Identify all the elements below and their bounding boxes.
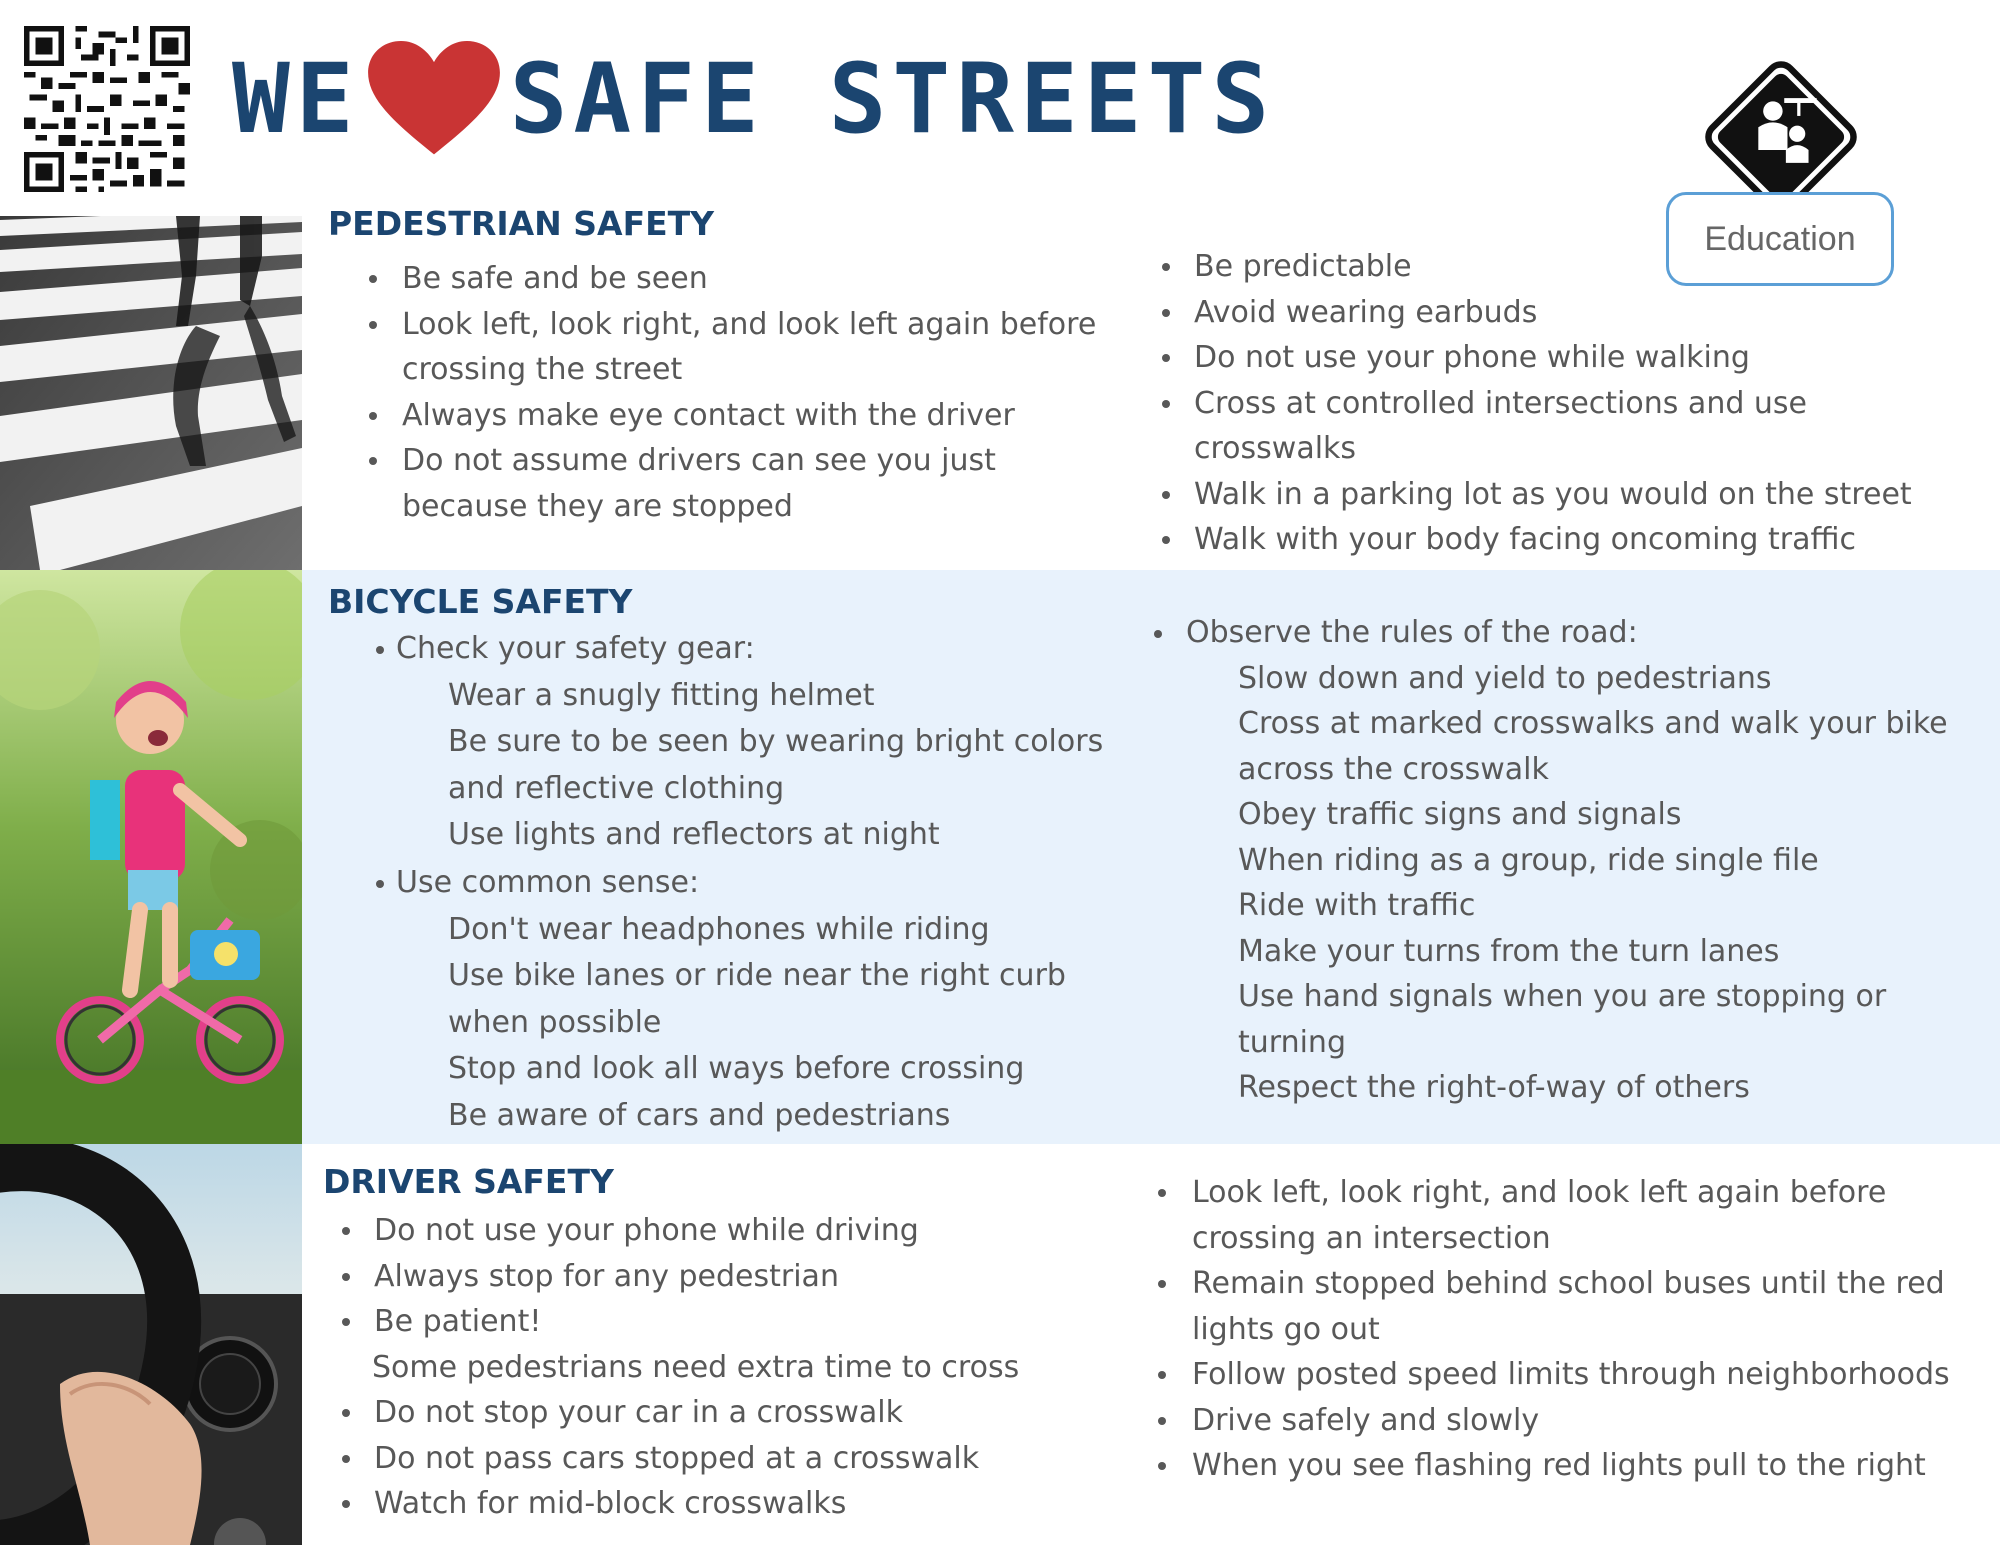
list-item: Always make eye contact with the driver xyxy=(370,393,1130,439)
list-item: Use lights and reflectors at night xyxy=(448,817,940,852)
list-item: Use hand signals when you are stopping or turning xyxy=(1238,979,1887,1060)
list-item: Make your turns from the turn lanes xyxy=(1238,933,1780,969)
list-item: Walk with your body facing oncoming traffic xyxy=(1162,517,1962,563)
pedestrian-safety-heading: PEDESTRIAN SAFETY xyxy=(328,204,715,243)
list-item: Don't wear headphones while riding xyxy=(448,911,990,947)
list-item: Look left, look right, and look left again before crossing an intersection xyxy=(1158,1170,1978,1261)
list-item: Do not use your phone while driving xyxy=(342,1208,1122,1254)
pedestrian-tips-right xyxy=(1162,244,1962,563)
list-item: Always stop for any pedestrian xyxy=(342,1254,1122,1300)
crosswalk-photo xyxy=(0,216,302,570)
list-item: Walk in a parking lot as you would on the street xyxy=(1162,472,1962,518)
list-item: Be patient! xyxy=(342,1299,1122,1345)
list-item: Be sure to be seen by wearing bright colors and reflective clothing xyxy=(448,724,1104,806)
list-item: Ride with traffic xyxy=(1238,888,1476,923)
list-item: Watch for mid-block crosswalks xyxy=(342,1481,1122,1527)
qr-code xyxy=(24,26,190,192)
common-sense-group xyxy=(372,860,1132,1139)
list-item: Do not assume drivers can see you just because they are stopped xyxy=(370,438,1130,529)
list-item: Cross at marked crosswalks and walk your bike across the crosswalk xyxy=(1238,706,1948,787)
driver-tips-left xyxy=(342,1208,1122,1527)
list-item: Look left, look right, and look left again before crossing the street xyxy=(370,302,1130,393)
list-item: Be aware of cars and pedestrians xyxy=(448,1097,951,1133)
list-item: Cross at controlled intersections and use crosswalks xyxy=(1162,381,1962,472)
education-label: Education xyxy=(1704,219,1856,258)
list-item: When you see flashing red lights pull to the right xyxy=(1158,1443,1978,1489)
list-item: When riding as a group, ride single file xyxy=(1238,842,1819,878)
list-item: Avoid wearing earbuds xyxy=(1162,290,1962,336)
list-item: Do not pass cars stopped at a crosswalk xyxy=(342,1436,1122,1482)
group-title: Observe the rules of the road: xyxy=(1150,610,1970,656)
heart-icon xyxy=(368,41,500,157)
list-item: Remain stopped behind school buses until the red lights go out xyxy=(1158,1261,1978,1352)
list-item: Use bike lanes or ride near the right curb when possible xyxy=(448,958,1066,1040)
list-item: Stop and look all ways before crossing xyxy=(448,1051,1025,1086)
steering-wheel-photo xyxy=(0,1144,302,1545)
child-on-bicycle-photo xyxy=(0,570,302,1144)
list-item: Slow down and yield to pedestrians xyxy=(1238,660,1772,696)
title-we: WE xyxy=(232,43,360,155)
page-title xyxy=(232,44,1275,154)
list-item: Follow posted speed limits through neighborhoods xyxy=(1158,1352,1978,1398)
rules-of-road-group xyxy=(1150,610,1970,1111)
list-item: Drive safely and slowly xyxy=(1158,1398,1978,1444)
driver-safety-heading: DRIVER SAFETY xyxy=(323,1162,614,1201)
driver-tips-right xyxy=(1158,1170,1978,1489)
list-item: Be predictable xyxy=(1162,244,1962,290)
list-item-continuation: Some pedestrians need extra time to cross xyxy=(372,1349,1020,1385)
pedestrian-tips-left xyxy=(370,256,1130,529)
list-item: Obey traffic signs and signals xyxy=(1238,797,1682,832)
list-item: Respect the right-of-way of others xyxy=(1238,1070,1750,1105)
list-item: Be safe and be seen xyxy=(370,256,1130,302)
group-title: Use common sense: xyxy=(372,860,1132,907)
list-item: Do not use your phone while walking xyxy=(1162,335,1962,381)
title-safe-streets: SAFE STREETS xyxy=(509,43,1276,155)
group-title: Check your safety gear: xyxy=(372,626,1132,673)
bicycle-safety-heading: BICYCLE SAFETY xyxy=(328,582,633,621)
safety-gear-group xyxy=(372,626,1132,859)
list-item: Do not stop your car in a crosswalk xyxy=(342,1390,1122,1436)
list-item: Wear a snugly fitting helmet xyxy=(448,677,875,713)
